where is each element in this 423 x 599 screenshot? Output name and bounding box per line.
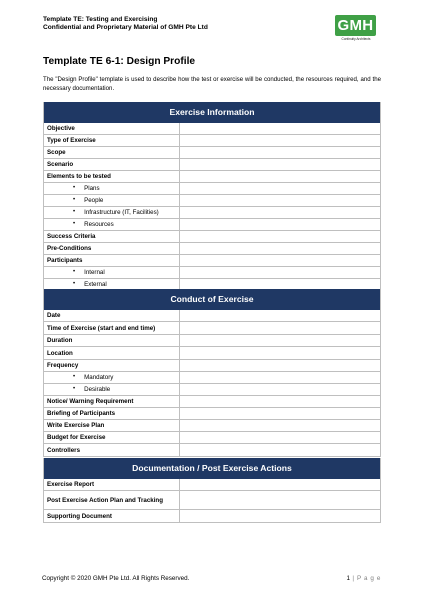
field-value-cell[interactable] [180, 159, 380, 170]
table-row [44, 444, 380, 457]
bullet-item-label: • Internal [44, 267, 180, 278]
section-table [43, 458, 381, 523]
table-row [44, 310, 380, 322]
field-value-cell[interactable] [180, 408, 380, 419]
table-row [44, 347, 380, 360]
field-label: Budget for Exercise [44, 432, 180, 443]
table-row [44, 231, 380, 243]
field-label: Frequency [44, 360, 180, 371]
table-row [44, 420, 380, 432]
table-row [44, 335, 380, 347]
field-value-cell[interactable] [180, 384, 380, 395]
field-value-cell[interactable] [180, 123, 380, 134]
field-label: Scenario [44, 159, 180, 170]
field-label: Duration [44, 335, 180, 346]
field-label: Location [44, 347, 180, 359]
bullet-item-label: • Mandatory [44, 372, 180, 383]
header-title-line: Template TE: Testing and Exercising [43, 16, 158, 23]
table-row [44, 195, 380, 207]
field-label: Type of Exercise [44, 135, 180, 146]
page-number: 1 [346, 575, 351, 582]
field-value-cell[interactable] [180, 510, 380, 522]
section-table [43, 102, 381, 291]
field-value-cell[interactable] [180, 195, 380, 206]
field-label: Date [44, 310, 180, 321]
gmh-logo [331, 15, 381, 43]
bullet-item-label: • Infrastructure (IT, Facilities) [44, 207, 180, 218]
field-label: Briefing of Participants [44, 408, 180, 419]
table-row [44, 322, 380, 335]
page-label: | P a g e [350, 575, 381, 582]
footer-page-number [330, 575, 381, 582]
table-row [44, 243, 380, 255]
section-table [43, 289, 381, 457]
section-header: Conduct of Exercise [44, 289, 380, 310]
field-label: Time of Exercise (start and end time) [44, 322, 180, 334]
field-value-cell[interactable] [180, 255, 380, 266]
field-label: Notice/ Warning Requirement [44, 396, 180, 407]
field-value-cell[interactable] [180, 207, 380, 218]
table-row [44, 396, 380, 408]
field-value-cell[interactable] [180, 322, 380, 334]
field-label: Exercise Report [44, 479, 180, 490]
field-label: Success Criteria [44, 231, 180, 242]
table-row [44, 147, 380, 159]
field-value-cell[interactable] [180, 231, 380, 242]
logo-text: GMH [335, 15, 376, 36]
bullet-item-label: • People [44, 195, 180, 206]
field-value-cell[interactable] [180, 360, 380, 371]
field-value-cell[interactable] [180, 491, 380, 509]
table-row [44, 207, 380, 219]
header-confidential-line: Confidential and Proprietary Material of GMH Pte Ltd [43, 24, 208, 31]
field-value-cell[interactable] [180, 396, 380, 407]
field-label: Pre-Conditions [44, 243, 180, 254]
field-label: Write Exercise Plan [44, 420, 180, 431]
document-title: Template TE 6-1: Design Profile [43, 56, 196, 67]
field-value-cell[interactable] [180, 135, 380, 146]
field-value-cell[interactable] [180, 479, 380, 490]
field-label: Participants [44, 255, 180, 266]
field-value-cell[interactable] [180, 147, 380, 158]
table-row [44, 267, 380, 279]
field-label: Post Exercise Action Plan and Tracking [44, 491, 180, 509]
table-row [44, 360, 380, 372]
table-row [44, 491, 380, 510]
field-label: Supporting Document [44, 510, 180, 522]
field-label: Objective [44, 123, 180, 134]
field-value-cell[interactable] [180, 335, 380, 346]
section-header: Exercise Information [44, 102, 380, 123]
table-row [44, 219, 380, 231]
table-row [44, 384, 380, 396]
logo-subtitle: Continuity Architects [341, 37, 371, 41]
field-value-cell[interactable] [180, 420, 380, 431]
table-row [44, 255, 380, 267]
table-row [44, 183, 380, 195]
field-value-cell[interactable] [180, 183, 380, 194]
field-label: Controllers [44, 444, 180, 456]
section-header: Documentation / Post Exercise Actions [44, 458, 380, 479]
table-row [44, 171, 380, 183]
field-value-cell[interactable] [180, 347, 380, 359]
field-value-cell[interactable] [180, 310, 380, 321]
table-row [44, 372, 380, 384]
field-value-cell[interactable] [180, 444, 380, 456]
table-row [44, 123, 380, 135]
table-row [44, 135, 380, 147]
field-value-cell[interactable] [180, 372, 380, 383]
footer-copyright: Copyright © 2020 GMH Pte Ltd. All Rights Reserved. [42, 575, 190, 582]
bullet-item-label: • Plans [44, 183, 180, 194]
field-value-cell[interactable] [180, 171, 380, 182]
field-label: Scope [44, 147, 180, 158]
field-value-cell[interactable] [180, 432, 380, 443]
table-row [44, 479, 380, 491]
field-value-cell[interactable] [180, 219, 380, 230]
bullet-item-label: • External [44, 279, 180, 290]
table-row [44, 432, 380, 444]
table-row [44, 510, 380, 523]
field-label: Elements to be tested [44, 171, 180, 182]
bullet-item-label: • Resources [44, 219, 180, 230]
table-row [44, 159, 380, 171]
intro-paragraph: The "Design Profile" template is used to describe how the test or exercise will be conducted, the resources required, and the necessary documentation. [43, 76, 381, 92]
table-row [44, 408, 380, 420]
bullet-item-label: • Desirable [44, 384, 180, 395]
field-value-cell[interactable] [180, 267, 380, 278]
field-value-cell[interactable] [180, 243, 380, 254]
